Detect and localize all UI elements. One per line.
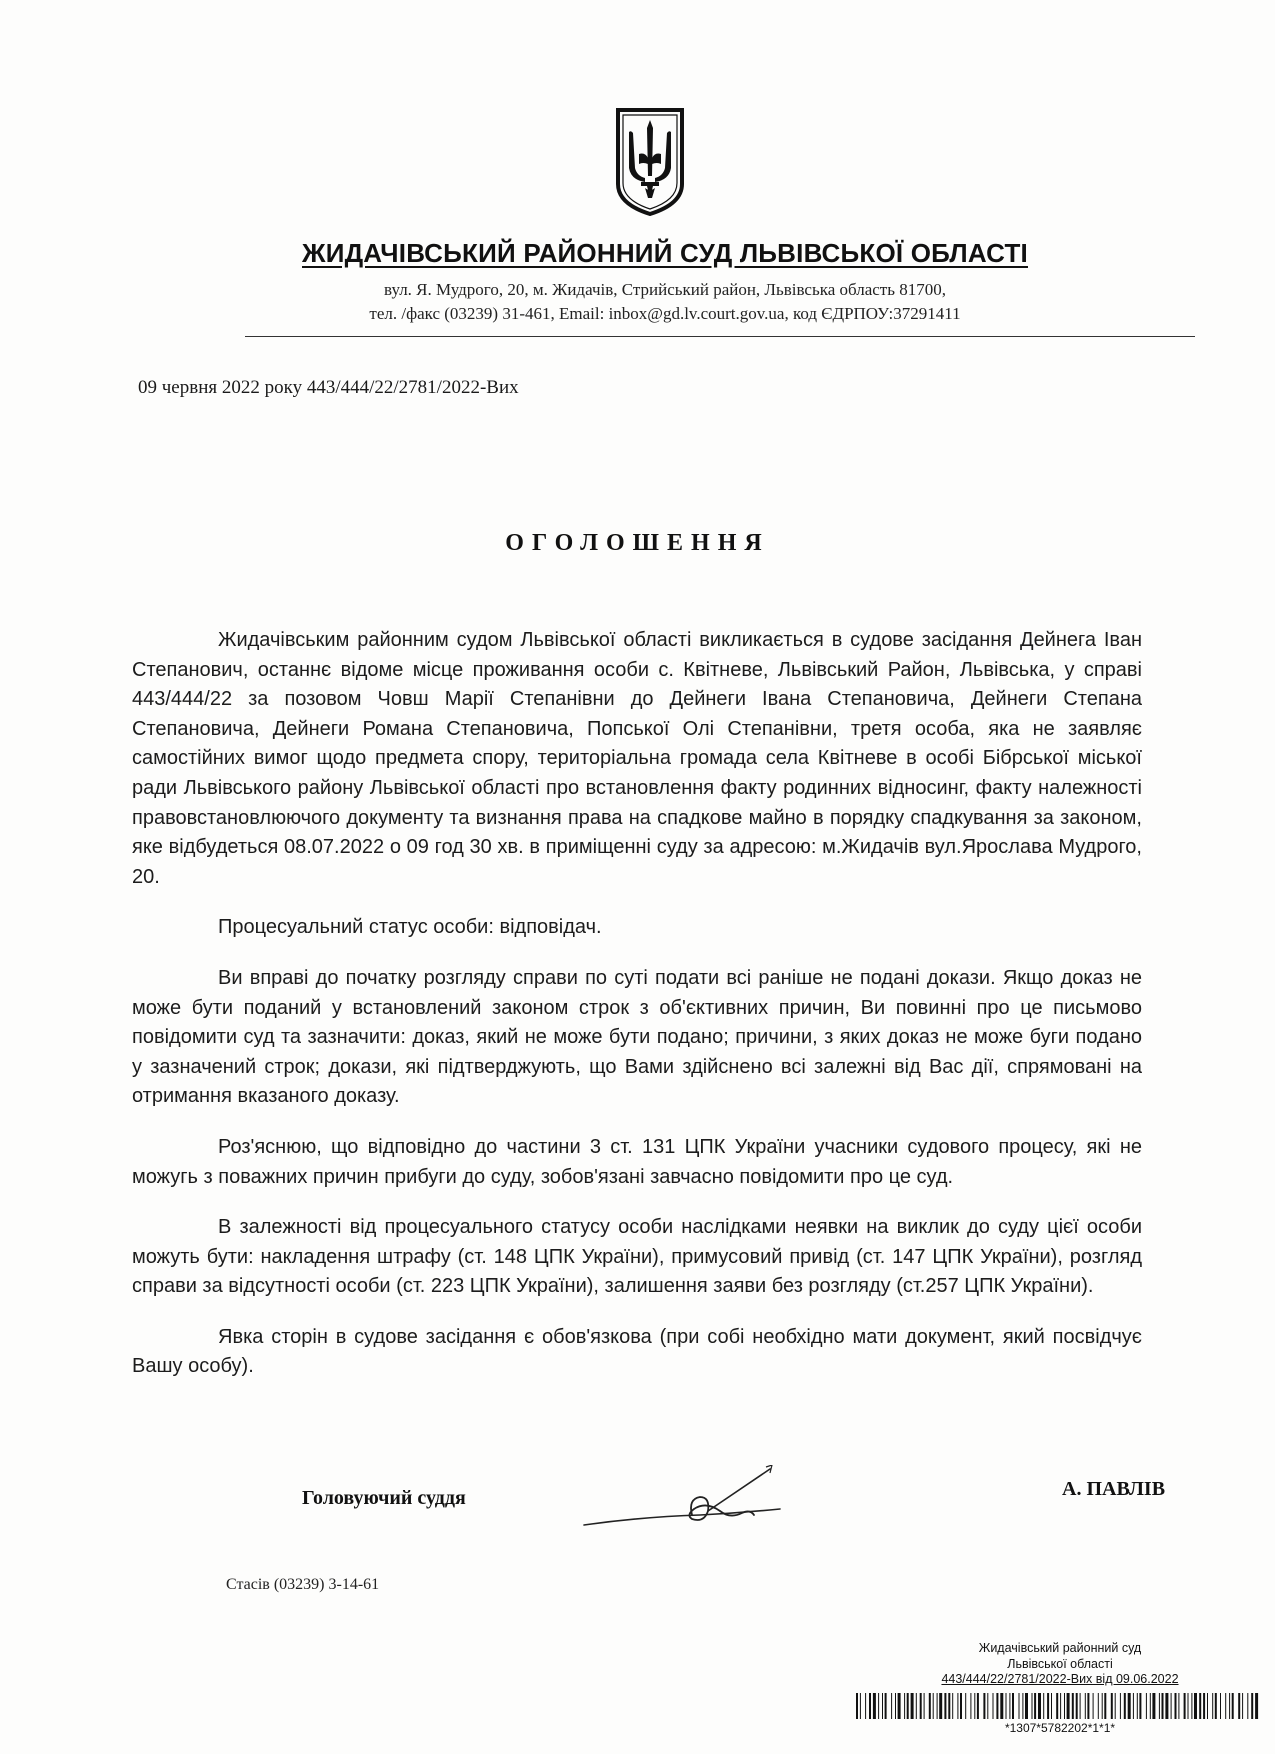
barcode-bar — [907, 1693, 909, 1719]
barcode-bar — [1203, 1693, 1205, 1719]
barcode-bar — [1087, 1693, 1089, 1719]
barcode-bar — [952, 1693, 953, 1719]
stamp-reference-line: 443/444/22/2781/2022-Вих від 09.06.2022 — [941, 1672, 1179, 1686]
barcode-bar — [1038, 1693, 1041, 1719]
barcode-bar — [939, 1693, 942, 1719]
barcode-bar — [987, 1693, 988, 1719]
barcode-bar — [1115, 1693, 1116, 1719]
barcode-bar — [1064, 1693, 1065, 1719]
document-title: ОГОЛОШЕННЯ — [505, 530, 770, 556]
executor-contact: Стасів (03239) 3-14-61 — [226, 1576, 380, 1593]
signatory-name: А. ПАВЛІВ — [1062, 1478, 1166, 1500]
barcode-bar — [1120, 1693, 1121, 1719]
barcode-bar — [983, 1693, 985, 1719]
barcode-bar — [957, 1693, 958, 1719]
barcode-bar — [1159, 1693, 1160, 1719]
barcode-bar — [904, 1693, 905, 1719]
barcode-bar — [882, 1693, 883, 1719]
barcode-bar — [1056, 1693, 1058, 1719]
barcode-bar — [1220, 1693, 1221, 1719]
barcode-bar — [860, 1693, 861, 1719]
barcode-bar — [1124, 1693, 1126, 1719]
barcode-bar — [1242, 1693, 1243, 1719]
barcode-bar — [1111, 1693, 1113, 1719]
barcode-bar — [948, 1693, 950, 1719]
barcode-bar — [1060, 1693, 1061, 1719]
barcode-bar — [1184, 1693, 1186, 1719]
barcode-bar — [1009, 1693, 1010, 1719]
barcode-bar — [1165, 1693, 1168, 1719]
court-address — [240, 278, 1090, 326]
handwritten-signature — [580, 1465, 830, 1535]
barcode-bar — [1139, 1693, 1141, 1719]
barcode-bar — [1019, 1693, 1020, 1719]
barcode-bar — [933, 1693, 934, 1719]
body-paragraph-summons: Жидачівським районним судом Львівської області викликається в судове засідання Дейнега Іван Степанович, останнє відоме місце проживання особи с. Квітневе, Львівський Район, Львівська, у справі 443/444/22 за позовом Човш Марії Степанівни до Дейнеги Івана Степановича, Дейнеги Степана Степановича, Дейнеги Романа Степановича, Попської Олі Степанівни, третя особа, яка не заявляє самостійних вимог щодо предмета спору, територіальна громада села Квітневе в особі Бібрської міської ради Львівського району Львівської області про встановлення факту родинних відносинг, факту належності правовстановлюючого документу та визнання права на спадкове майно в порядку спадкування за законом, яке відбудеться 08.07.2022 о 09 год 30 хв. в приміщенні суду за адресою: м.Жидачів вул.Ярослава Мудрого, 20. — [132, 629, 1142, 888]
body-paragraph-attendance: Явка сторін в судове засідання є обов'язкова (при собі необхідно мати документ, який посвідчує Вашу особу). — [132, 1325, 1142, 1378]
barcode-bar — [1162, 1693, 1164, 1719]
barcode-bar — [1188, 1693, 1189, 1719]
barcode-bar — [1212, 1693, 1213, 1719]
barcode-bar — [1051, 1693, 1052, 1719]
barcode-bar — [895, 1693, 896, 1719]
barcode-bar — [920, 1693, 922, 1719]
barcode-bar — [1022, 1693, 1023, 1719]
signatory-role: Головуючий суддя — [302, 1487, 466, 1509]
barcode-bar — [1098, 1693, 1099, 1719]
barcode-bar — [878, 1693, 879, 1719]
tryzub-coat-of-arms-icon — [615, 106, 685, 216]
barcode-bar — [977, 1693, 979, 1719]
barcode-bar — [996, 1693, 998, 1719]
body-paragraph-explanation: Роз'яснюю, що відповідно до частини 3 ст. 131 ЦПК України учасники судового процесу, які не можугь з поважних причин прибуги до суду, зобов'язані завчасно повідомити про це суд. — [132, 1135, 1142, 1188]
barcode-bar — [1104, 1693, 1106, 1719]
barcode-bar — [1251, 1693, 1253, 1719]
barcode-bar — [1032, 1693, 1033, 1719]
barcode-bar — [1191, 1693, 1192, 1719]
barcode-bar — [1067, 1693, 1070, 1719]
barcode-bar — [1080, 1693, 1081, 1719]
barcode-bar — [1025, 1693, 1028, 1719]
barcode-bar — [1146, 1693, 1147, 1719]
barcode-bar — [1006, 1693, 1007, 1719]
court-address-line: вул. Я. Мудрого, 20, м. Жидачів, Стрийський район, Львівська область 81700, — [384, 280, 946, 299]
barcode-bar — [898, 1693, 901, 1719]
document-date-reference: 09 червня 2022 року 443/444/22/2781/2022-Вих — [138, 377, 519, 398]
barcode-bar — [1133, 1693, 1134, 1719]
barcode-bar — [960, 1693, 962, 1719]
barcode-bar — [1047, 1693, 1049, 1719]
barcode-bar — [1207, 1693, 1208, 1719]
body-paragraph-evidence: Ви вправі до початку розгляду справи по суті подати всі раніше не подані докази. Якщо доказ не може бути поданий у встановлений законом строк з об'єктивних причин, Ви повинні про це письмово повідомити суд та зазначити: доказ, який не може бути подано; причини, з яких доказ не може буги подано у зазначений строк; докази, які підтверджують, що Вами здійснено всі залежні від Вас дії, спрямовані на отримання вказаного доказу. — [132, 966, 1142, 1108]
barcode-bar — [865, 1693, 866, 1719]
barcode-bar — [1000, 1693, 1003, 1719]
barcode-bar — [1238, 1693, 1240, 1719]
barcode-bar — [1199, 1693, 1201, 1719]
body-paragraph-consequences: В залежності від процесуального статусу особи наслідками неявки на виклик до суду цієї особи можуть бути: накладення штрафу (ст. 148 ЦПК України), примусовий привід (ст. 147 ЦПК України), розгляд справи за відсутності особи (ст. 223 ЦПК України), залишення заяви без розгляду (ст.257 ЦПК України). — [132, 1216, 1142, 1298]
barcode-bar — [937, 1693, 938, 1719]
barcode-bar — [1175, 1693, 1177, 1719]
barcode-bar — [885, 1693, 887, 1719]
barcode-bar — [1229, 1693, 1230, 1719]
barcode-bar — [1194, 1693, 1197, 1719]
barcode-bar — [869, 1693, 871, 1719]
barcode-bar — [970, 1693, 971, 1719]
barcode-bar — [1034, 1693, 1036, 1719]
barcode-bar — [929, 1693, 931, 1719]
barcode-bar — [891, 1693, 892, 1719]
barcode-bar — [1171, 1693, 1172, 1719]
registration-stamp — [860, 1641, 1260, 1688]
barcode-bar — [1128, 1693, 1131, 1719]
barcode-bar — [993, 1693, 994, 1719]
body-paragraph-status: Процесуальний статус особи: відповідач. — [218, 916, 602, 939]
barcode-bar — [1225, 1693, 1226, 1719]
barcode-bar — [974, 1693, 975, 1719]
court-name: ЖИДАЧІВСЬКИЙ РАЙОННИЙ СУД ЛЬВІВСЬКОЇ ОБЛАСТІ — [302, 238, 1028, 268]
barcode-bar — [965, 1693, 966, 1719]
barcode-bar — [924, 1693, 925, 1719]
court-contact-line: тел. /факс (03239) 31-461, Email: inbox@gd.lv.court.gov.ua, код ЄДРПОУ:37291411 — [369, 304, 961, 323]
barcode-bar — [1247, 1693, 1248, 1719]
barcode-bar — [911, 1693, 914, 1719]
barcode-bar — [916, 1693, 917, 1719]
barcode-bar — [1215, 1693, 1217, 1719]
barcode-bar — [1150, 1693, 1151, 1719]
barcode-bar — [1043, 1693, 1044, 1719]
barcode-bar — [856, 1693, 858, 1719]
barcode-bar — [1152, 1693, 1155, 1719]
barcode-bar — [873, 1693, 876, 1719]
stamp-region-line: Львівської області — [1007, 1656, 1113, 1671]
barcode-bar — [1255, 1693, 1258, 1719]
barcode-bar — [1072, 1693, 1074, 1719]
barcode-text: *1307*5782202*1*1* — [1004, 1721, 1116, 1735]
barcode — [852, 1693, 1262, 1719]
barcode-bar — [1085, 1693, 1086, 1719]
barcode-bar — [1137, 1693, 1138, 1719]
barcode-bar — [1232, 1693, 1234, 1719]
stamp-court-line: Жидачівський районний суд — [978, 1641, 1142, 1655]
barcode-bar — [1093, 1693, 1094, 1719]
header-divider — [245, 336, 1195, 337]
barcode-bar — [1076, 1693, 1078, 1719]
document-body — [132, 626, 1142, 1403]
barcode-bar — [1178, 1693, 1179, 1719]
barcode-bar — [944, 1693, 946, 1719]
barcode-bar — [1012, 1693, 1014, 1719]
barcode-bar — [1102, 1693, 1103, 1719]
